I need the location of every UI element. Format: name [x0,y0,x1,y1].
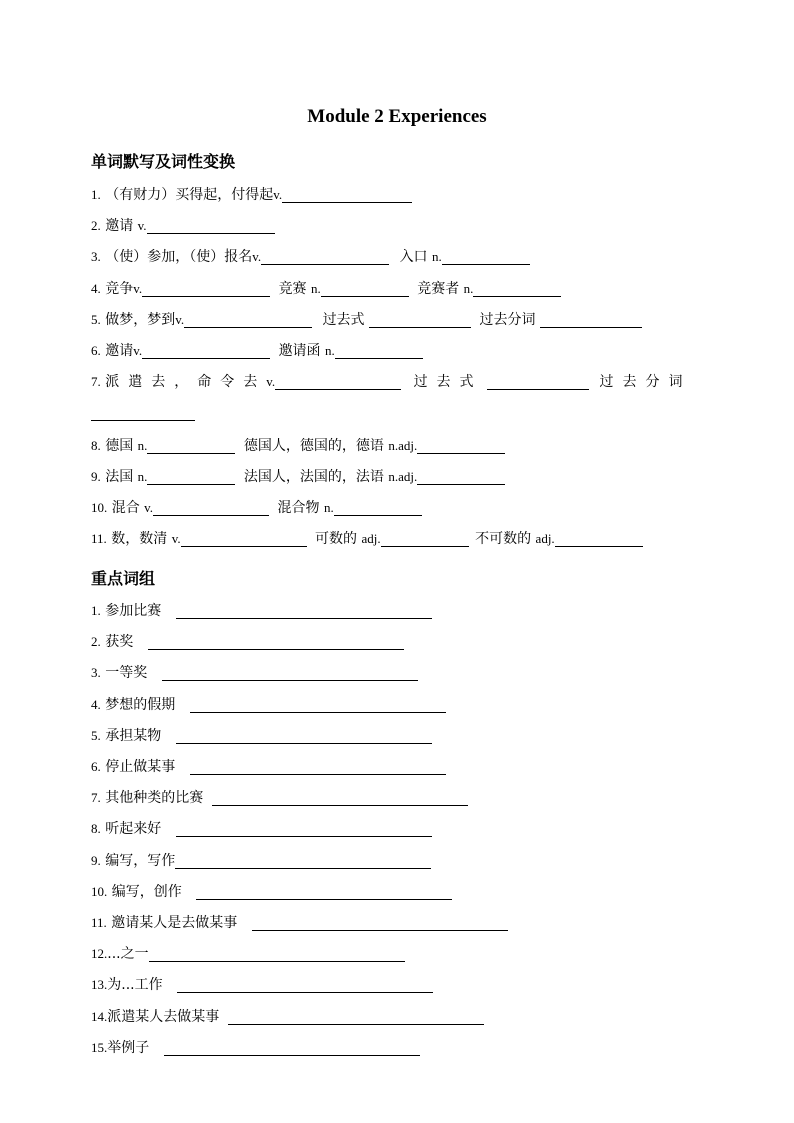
item-pos: n. [137,438,148,453]
answer-blank[interactable] [321,281,409,297]
answer-blank[interactable] [153,500,269,516]
item-number: 4. [91,697,101,712]
answer-blank[interactable] [228,1009,484,1025]
item-text: 邀请某人是去做某事 [111,915,238,931]
phrase-item [91,850,431,872]
answer-blank[interactable] [162,665,418,681]
answer-blank[interactable] [176,821,432,837]
answer-blank[interactable] [147,469,235,485]
item-pos: v. [252,249,262,264]
item-number: 15. [91,1040,108,1055]
item-text: 派遣去，命令去 [105,374,267,390]
item-number: 1. [91,187,101,202]
answer-blank[interactable] [164,1040,420,1056]
answer-blank[interactable] [147,218,275,234]
item-text: 法国人，法国的，法语 [243,469,384,485]
vocab-item-7-continued [91,402,195,424]
item-text: 入口 [399,249,428,265]
item-number: 8. [91,821,101,836]
vocab-item-10 [91,497,422,519]
item-number: 13. [91,977,108,992]
phrase-item [91,881,452,903]
item-text: 竞赛者 [417,281,460,297]
item-text: 过去式 [322,312,365,328]
item-text: 获奖 [105,634,134,650]
answer-blank[interactable] [555,531,643,547]
item-number: 10. [91,500,108,515]
item-pos: v. [266,374,276,389]
item-text: 承担某物 [105,728,162,744]
item-text: 梦想的假期 [105,697,176,713]
item-text: 德国 [105,438,134,454]
answer-blank[interactable] [190,759,446,775]
item-number: 7. [91,374,101,389]
phrase-item [91,725,432,747]
item-number: 3. [91,665,101,680]
item-pos: v. [133,343,143,358]
item-pos: n. [463,281,474,296]
phrase-item [91,818,432,840]
phrase-item [91,694,446,716]
answer-blank[interactable] [142,343,270,359]
item-pos: v. [171,531,181,546]
answer-blank[interactable] [177,977,433,993]
item-text: 邀请 [105,218,134,234]
phrase-item [91,600,432,622]
vocab-item-1 [91,184,412,206]
item-text: 过去分词 [479,312,536,328]
item-pos: v. [133,281,143,296]
answer-blank[interactable] [91,405,195,421]
item-pos: adj. [361,531,381,546]
item-text: 编写，写作 [105,853,176,869]
vocab-item-9 [91,466,505,488]
page-title: Module 2 Experiences [307,106,487,127]
item-text: 竞赛 [278,281,307,297]
item-text: 邀请 [105,343,134,359]
section-heading-vocabulary: 单词默写及词性变换 [91,152,236,171]
section-heading-phrases: 重点词组 [91,569,156,588]
item-number: 11. [91,531,107,546]
item-pos: n.adj. [388,469,418,484]
item-text: 编写，创作 [111,884,182,900]
answer-blank[interactable] [190,697,446,713]
item-text: 派遣某人去做某事 [107,1009,220,1025]
item-pos: n. [137,469,148,484]
vocab-item-3 [91,246,530,268]
answer-blank[interactable] [473,281,561,297]
item-number: 4. [91,281,101,296]
answer-blank[interactable] [148,634,404,650]
item-number: 6. [91,759,101,774]
item-text: 参加比赛 [105,603,162,619]
item-text: 举例子 [107,1040,150,1056]
answer-blank[interactable] [142,281,270,297]
item-number: 3. [91,249,101,264]
item-number: 1. [91,603,101,618]
answer-blank[interactable] [196,884,452,900]
item-pos: v. [273,187,283,202]
item-text: 可数的 [315,531,358,547]
item-text: 过去式 [413,374,483,390]
item-number: 12. [91,946,108,961]
item-text: 竞争 [105,281,134,297]
answer-blank[interactable] [369,312,471,328]
phrase-item [91,787,468,809]
answer-blank[interactable] [176,603,432,619]
phrase-item [91,756,446,778]
answer-blank[interactable] [334,500,422,516]
item-number: 8. [91,438,101,453]
item-number: 10. [91,884,108,899]
item-text: 法国 [105,469,134,485]
item-pos: v. [137,218,147,233]
phrase-item [91,974,433,996]
item-pos: n. [311,281,321,296]
item-number: 9. [91,469,101,484]
answer-blank[interactable] [282,187,412,203]
item-number: 5. [91,728,101,743]
answer-blank[interactable] [417,438,505,454]
item-text: 停止做某事 [105,759,176,775]
answer-blank[interactable] [335,343,423,359]
vocab-item-8 [91,435,505,457]
item-text: 听起来好 [105,821,162,837]
vocab-item-6 [91,340,423,362]
item-pos: n. [325,343,335,358]
item-pos: v. [144,500,154,515]
answer-blank[interactable] [381,531,469,547]
answer-blank[interactable] [275,374,401,390]
item-pos: adj. [535,531,555,546]
item-number: 7. [91,790,101,805]
item-text: 为...工作 [107,977,163,993]
answer-blank[interactable] [212,790,468,806]
item-text: （使）参加，（使）报名 [105,249,253,265]
item-text: 德国人，德国的，德语 [243,438,384,454]
answer-blank[interactable] [487,374,589,390]
item-number: 11. [91,915,107,930]
vocab-item-11 [91,528,643,550]
answer-blank[interactable] [252,915,508,931]
vocab-item-4 [91,278,561,300]
phrase-item [91,1037,420,1059]
item-number: 6. [91,343,101,358]
item-number: 2. [91,634,101,649]
item-pos: n. [323,500,334,515]
phrase-item [91,631,404,653]
vocab-item-5 [91,309,642,331]
item-pos: n. [432,249,442,264]
phrase-item [91,662,418,684]
item-number: 5. [91,312,101,327]
phrase-item [91,1006,484,1028]
vocab-item-2 [91,215,275,237]
item-text: 混合 [111,500,140,516]
item-pos: v. [175,312,185,327]
phrase-item [91,912,508,934]
item-text: （有财力）买得起，付得起 [105,187,274,203]
item-pos: n.adj. [388,438,418,453]
item-text: 混合物 [277,500,320,516]
answer-blank[interactable] [176,728,432,744]
answer-blank[interactable] [261,249,389,265]
item-text: 其他种类的比赛 [105,790,204,806]
item-text: 邀请函 [278,343,321,359]
answer-blank[interactable] [175,853,431,869]
phrase-item [91,943,405,965]
answer-blank[interactable] [149,946,405,962]
answer-blank[interactable] [184,312,312,328]
answer-blank[interactable] [181,531,307,547]
item-text: 过去分词 [599,374,692,390]
answer-blank[interactable] [147,438,235,454]
answer-blank[interactable] [442,249,530,265]
item-text: 做梦，梦到 [105,312,176,328]
answer-blank[interactable] [540,312,642,328]
item-number: 9. [91,853,101,868]
item-text: 不可数的 [475,531,532,547]
item-text: 一等奖 [105,665,148,681]
item-number: 2. [91,218,101,233]
vocab-item-7 [91,371,691,393]
item-text: 数，数清 [111,531,168,547]
answer-blank[interactable] [417,469,505,485]
item-number: 14. [91,1009,108,1024]
item-text: ...之一 [107,946,149,962]
